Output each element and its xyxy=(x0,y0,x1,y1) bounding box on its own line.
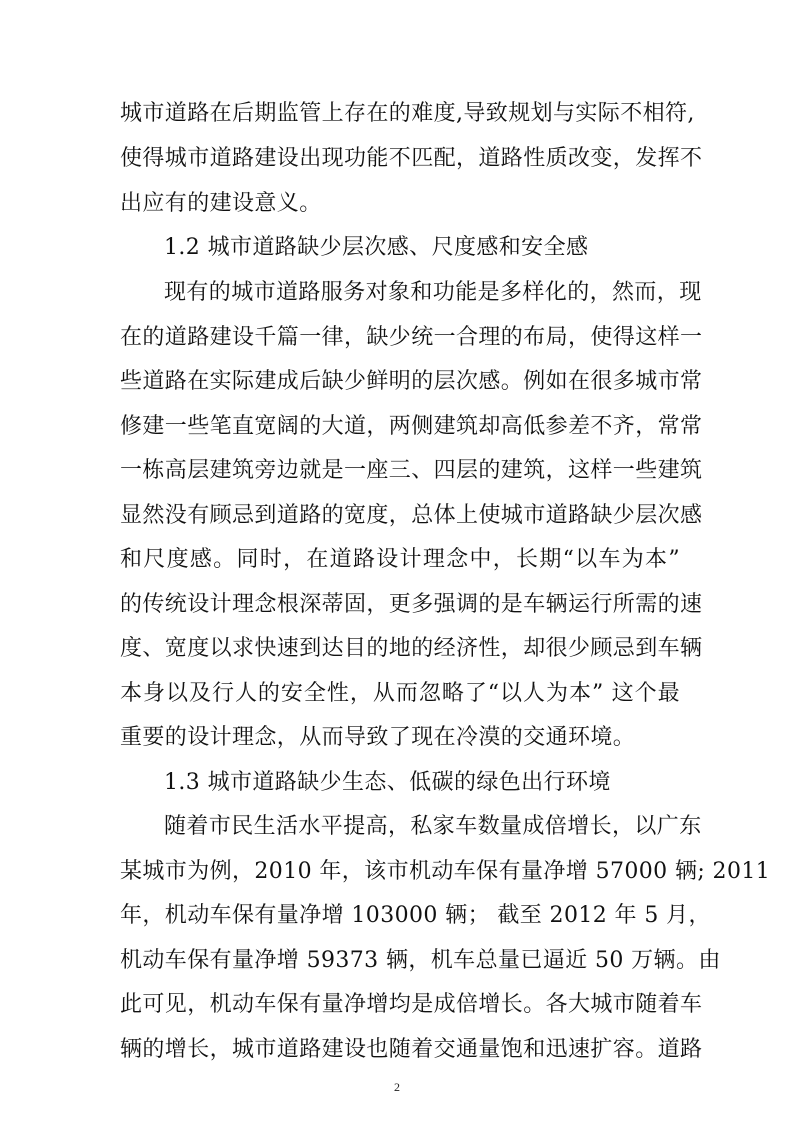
paragraph-line: 度、宽度以求快速到达目的地的经济性，却很少顾忌到车辆 xyxy=(120,636,703,661)
paragraph-line: 重要的设计理念，从而导致了现在冷漠的交通环境。 xyxy=(120,725,636,750)
paragraph-line: 城市道路在后期监管上存在的难度,导致规划与实际不相符, xyxy=(120,101,695,126)
paragraph-line: 机动车保有量净增 59373 辆，机车总量已逼近 50 万辆。由 xyxy=(120,948,721,973)
paragraph-line: 一栋高层建筑旁边就是一座三、四层的建筑，这样一些建筑 xyxy=(120,458,703,483)
paragraph-line: 在的道路建设千篇一律，缺少统一合理的布局，使得这样一 xyxy=(120,325,703,350)
paragraph-line: 年，机动车保有量净增 103000 辆； 截至 2012 年 5 月， xyxy=(120,903,711,928)
paragraph-line: 出应有的建设意义。 xyxy=(120,191,322,216)
paragraph-line: 的传统设计理念根深蒂固，更多强调的是车辆运行所需的速 xyxy=(120,592,703,617)
paragraph-line: 本身以及行人的安全性，从而忽略了“以人为本” 这个最 xyxy=(120,681,680,706)
paragraph-line: 修建一些笔直宽阔的大道，两侧建筑却高低参差不齐，常常 xyxy=(120,414,703,439)
section-heading-1-2: 1.2 城市道路缺少层次感、尺度感和安全感 xyxy=(164,235,589,260)
paragraph-line: 某城市为例，2010 年，该市机动车保有量净增 57000 辆; 2011 xyxy=(120,859,771,884)
paragraph-line: 辆的增长，城市道路建设也随着交通量饱和迅速扩容。道路 xyxy=(120,1037,703,1062)
paragraph-line: 现有的城市道路服务对象和功能是多样化的，然而，现 xyxy=(164,280,702,305)
paragraph-line: 和尺度感。同时，在道路设计理念中，长期“以车为本” xyxy=(120,547,680,572)
page-number: 2 xyxy=(394,1080,400,1094)
paragraph-line: 显然没有顾忌到道路的宽度，总体上使城市道路缺少层次感 xyxy=(120,503,703,528)
paragraph-line: 使得城市道路建设出现功能不匹配，道路性质改变，发挥不 xyxy=(120,146,703,171)
paragraph-line: 些道路在实际建成后缺少鲜明的层次感。例如在很多城市常 xyxy=(120,369,703,394)
paragraph-line: 随着市民生活水平提高，私家车数量成倍增长，以广东 xyxy=(164,814,702,839)
section-heading-1-3: 1.3 城市道路缺少生态、低碳的绿色出行环境 xyxy=(164,770,611,795)
paragraph-line: 此可见，机动车保有量净增均是成倍增长。各大城市随着车 xyxy=(120,992,703,1017)
